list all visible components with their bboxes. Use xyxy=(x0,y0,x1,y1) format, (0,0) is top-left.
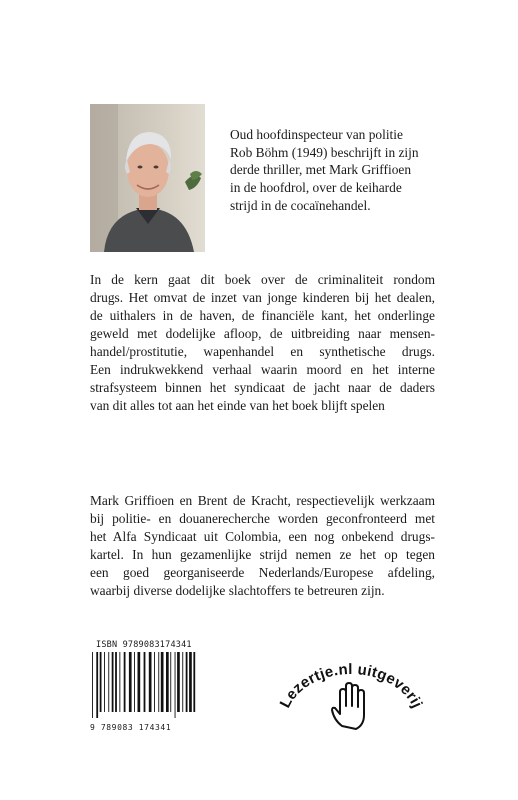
barcode-bar xyxy=(104,652,105,712)
barcode-bar xyxy=(112,652,114,712)
barcode-bar xyxy=(170,652,171,712)
barcode-bar xyxy=(186,652,188,712)
barcode-bar xyxy=(134,652,135,712)
author-photo xyxy=(90,104,205,252)
barcode-bar xyxy=(96,652,98,718)
barcode-bar xyxy=(100,652,102,712)
barcode-bar xyxy=(124,652,126,712)
text-line: het Alfa Syndicaat uit Colombia, een nog onbekend drugs- xyxy=(90,529,435,544)
hand-icon xyxy=(332,683,364,729)
barcode-bar xyxy=(193,652,195,712)
text-line: Een indrukwekkend verhaal waarin moord en het interne xyxy=(90,362,435,377)
svg-text:Lezertje.nl uitgeverij: Lezertje.nl uitgeverij xyxy=(276,660,426,711)
barcode-bar xyxy=(92,652,93,718)
barcode-bar xyxy=(154,652,155,712)
bio-line: in de hoofdrol, over de keiharde xyxy=(230,180,402,196)
isbn-barcode xyxy=(90,640,198,730)
barcode-bar xyxy=(119,652,120,712)
publisher-logo xyxy=(276,652,426,742)
barcode-bar xyxy=(144,652,146,712)
text-line: kartel. In hun gezamenlijke strijd nemen ze het op tegen xyxy=(90,547,435,562)
barcode-bar xyxy=(175,652,176,718)
barcode-bar xyxy=(161,652,164,712)
text-line: bij politie- en douanerecherche worden geconfronteerd met xyxy=(90,511,435,526)
bio-line: strijd in de cocaïnehandel. xyxy=(230,197,371,213)
text-line: een goed georganiseerde Nederlands/Europese afdeling, xyxy=(90,565,435,580)
barcode-bar xyxy=(138,652,141,712)
barcode-bar xyxy=(177,652,180,712)
barcode-bar xyxy=(158,652,159,712)
text-line: geweld met dodelijke afloop, de uitbreiding naar mensen- xyxy=(90,326,435,341)
text-line: de uithalers in de haven, de financiële kant, het onderlinge xyxy=(90,308,435,323)
text-line: waarbij diverse dodelijke slachtoffers te betreuren zijn. xyxy=(90,583,385,598)
barcode-bar xyxy=(182,652,183,712)
barcode-bar xyxy=(108,652,109,712)
isbn-label: ISBN 9789083174341 xyxy=(96,640,192,650)
author-bio xyxy=(230,126,430,215)
text-line: van dit alles tot aan het einde van het boek blijft spelen xyxy=(90,398,385,413)
synopsis-paragraph-2 xyxy=(90,492,435,600)
text-line: In de kern gaat dit boek over de criminaliteit rondom xyxy=(90,272,435,287)
bio-line: derde thriller, met Mark Griffioen xyxy=(230,162,412,178)
synopsis-paragraph-1 xyxy=(90,271,435,415)
bio-line: Oud hoofdinspecteur van politie xyxy=(230,127,403,142)
text-line: Mark Griffioen en Brent de Kracht, respectievelijk werkzaam xyxy=(90,493,435,508)
bio-line: Rob Böhm (1949) beschrijft in zijn xyxy=(230,144,419,160)
barcode-bars xyxy=(90,652,198,723)
text-line: strafsysteem binnen het syndicaat de jacht naar de daders xyxy=(90,380,435,395)
text-line: drugs. Het omvat de inzet van jonge kinderen bij het dealen, xyxy=(90,290,435,305)
isbn-digits: 9 789083 174341 xyxy=(90,723,172,732)
barcode-bar xyxy=(166,652,169,712)
text-line: handel/prostitutie, wapenhandel en synthetische drugs. xyxy=(90,344,435,359)
barcode-bar xyxy=(189,652,192,712)
barcode-bar xyxy=(115,652,117,712)
barcode-bar xyxy=(129,652,132,712)
barcode-bar xyxy=(149,652,152,712)
